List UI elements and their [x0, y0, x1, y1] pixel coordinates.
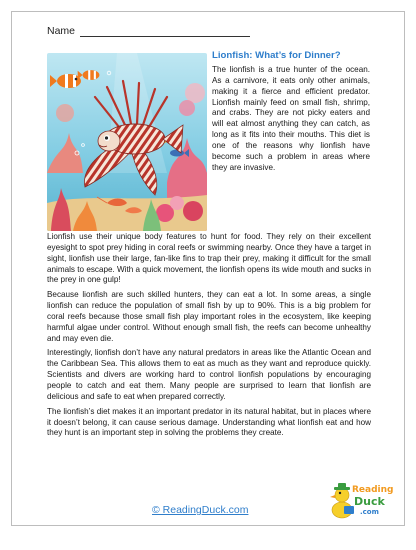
reading-duck-logo	[330, 480, 394, 524]
paragraph-predators: Interestingly, lionfish don’t have any natural predators in areas like the Atlantic Ocean and the Caribbean Sea. This allows them to eat as much as they want and reproduce quickly. Scientists and divers are working hard to control lionfish populations by encouraging people to catch and eat them. Many people are surprised to learn that lionfish are delicious and safe to eat when prepared correctly.	[47, 348, 371, 401]
footer-copyright-link[interactable]: © ReadingDuck.com	[152, 504, 249, 516]
name-field-row	[47, 25, 250, 37]
logo-text-duck: Duck	[354, 495, 385, 508]
duck-icon	[330, 483, 354, 518]
paragraph-conclusion: The lionfish’s diet makes it an important predator in its natural habitat, but in places where it doesn’t belong, it can cause serious damage. Understanding what lionfish eat and how they hunt is an important step in solving the problems they create.	[47, 406, 371, 438]
logo-text-reading: Reading	[352, 485, 394, 495]
worksheet-page	[11, 11, 405, 526]
name-input-line[interactable]	[80, 27, 250, 37]
logo-text-com: .com	[360, 508, 379, 516]
passage-title: Lionfish: What’s for Dinner?	[212, 50, 341, 61]
lionfish-illustration	[47, 53, 207, 231]
paragraph-appetite: Because lionfish are such skilled hunters, they can eat a lot. In some areas, a single lionfish can reduce the population of small fish by up to 90%. This is a big problem for coral reefs because those small fish play important roles in the ecosystem, like keeping harmful algae under control. Without enough small fish, the reefs can become unhealthy and may even die.	[47, 290, 371, 343]
name-label: Name	[47, 25, 76, 37]
paragraph-hunting: Lionfish use their unique body features to hunt for food. They rely on their excellent eyesight to spot prey hiding in coral reefs or swimming nearby. Once they have a target in sight, lionfish use their large, fan-like fins to trap their prey, making it difficult for the small animals to escape. With a quick movement, the lionfish opens its wide mouth and sucks in the prey in one gulp!	[47, 232, 371, 285]
passage-body	[47, 232, 371, 443]
intro-paragraph: The lionfish is a true hunter of the ocean. As a carnivore, it eats only other animals, making it a fierce and efficient predator. Lionfish mainly feed on small fish, shrimp, and crabs. They are not picky eaters and will eat almost anything they can catch, as long as it fits into their mouths. This diet is one of the reasons why lionfish have become such a problem in areas where they are invasive.	[212, 65, 370, 172]
